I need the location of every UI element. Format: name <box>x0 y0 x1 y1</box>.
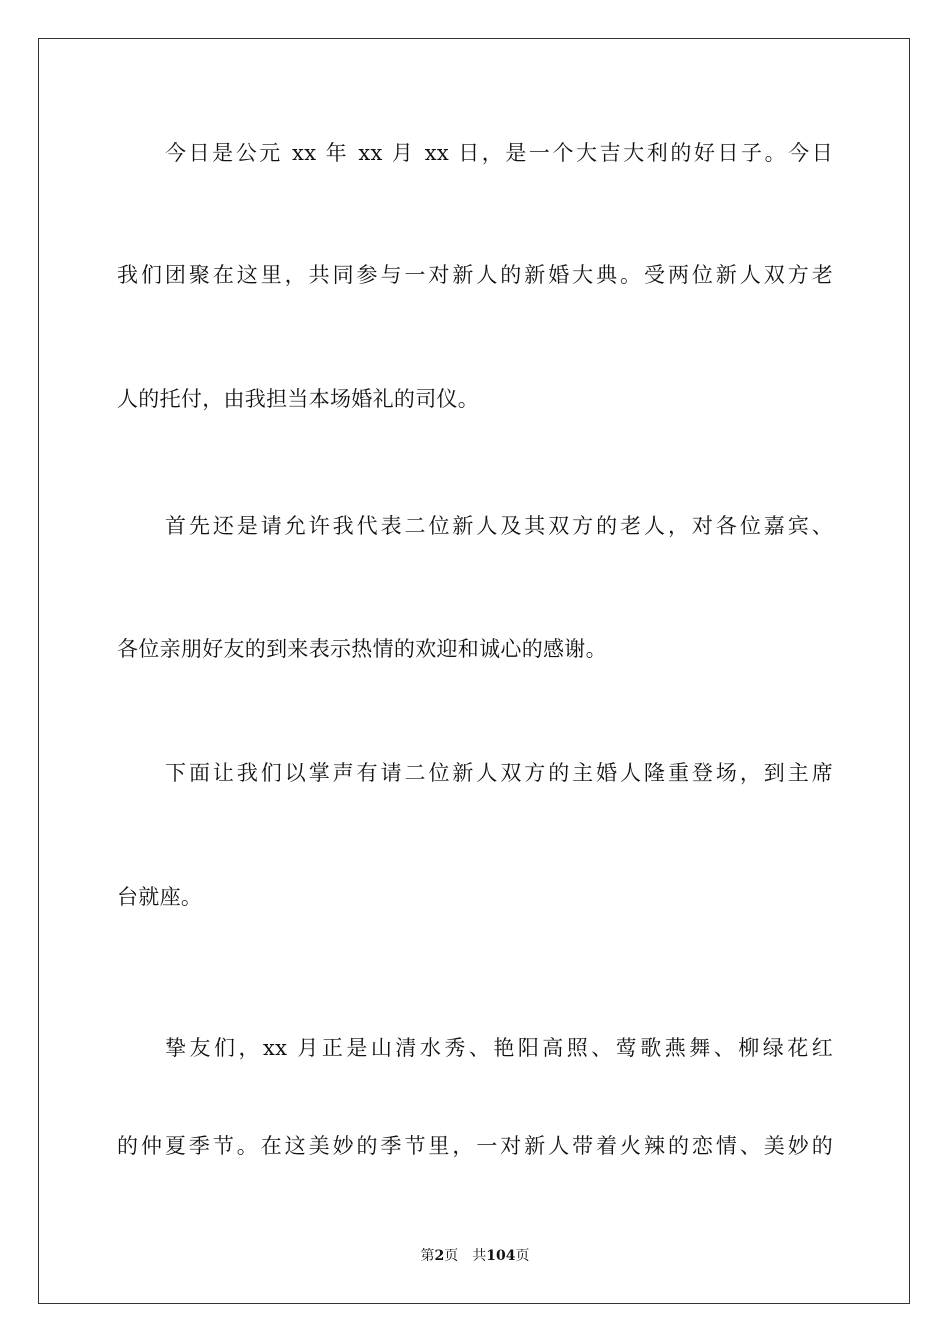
paragraph-2-line-1: 首先还是请允许我代表二位新人及其双方的老人，对各位嘉宾、 <box>165 514 833 538</box>
footer-total-prefix: 共 <box>472 1248 487 1264</box>
paragraph-1-line-3: 人的托付，由我担当本场婚礼的司仪。 <box>117 387 480 411</box>
paragraph-2-line-2: 各位亲朋好友的到来表示热情的欢迎和诚心的感谢。 <box>117 637 607 661</box>
paragraph-3-line-2: 台就座。 <box>117 885 203 909</box>
footer-page-number: 2 <box>434 1248 445 1264</box>
paragraph-1-line-1: 今日是公元 xx 年 xx 月 xx 日，是一个大吉大利的好日子。今日 <box>165 141 833 165</box>
footer-total-suffix: 页 <box>515 1248 530 1264</box>
footer-page-prefix: 第 <box>420 1248 435 1264</box>
page-footer <box>0 1246 950 1266</box>
paragraph-1-line-2: 我们团聚在这里，共同参与一对新人的新婚大典。受两位新人双方老 <box>117 263 833 287</box>
footer-page-suffix: 页 <box>444 1248 459 1264</box>
footer-total-pages: 104 <box>486 1248 516 1264</box>
paragraph-3-line-1: 下面让我们以掌声有请二位新人双方的主婚人隆重登场，到主席 <box>165 761 833 785</box>
paragraph-4-line-1: 挚友们，xx 月正是山清水秀、艳阳高照、莺歌燕舞、柳绿花红 <box>165 1036 833 1060</box>
paragraph-4-line-2: 的仲夏季节。在这美妙的季节里，一对新人带着火辣的恋情、美妙的 <box>117 1134 833 1158</box>
page-border <box>38 38 910 1304</box>
